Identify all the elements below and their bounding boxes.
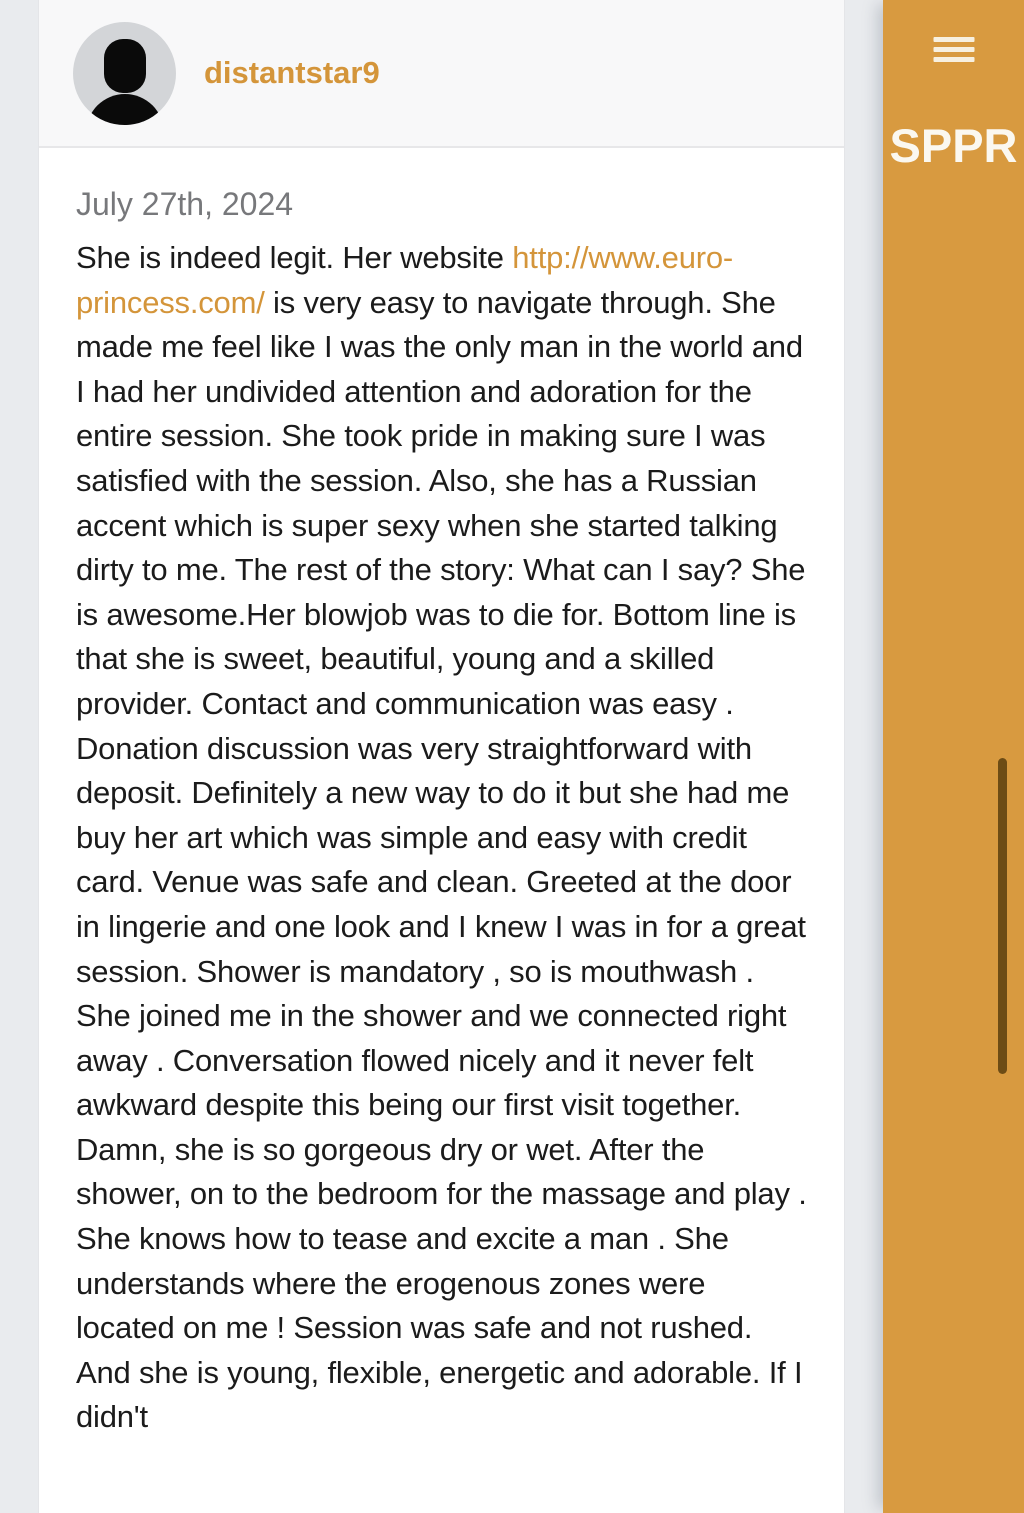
review-text-after-link: is very easy to navigate through. She made me feel like I was the only man in the world and I had her undivided attention and adoration for the entire session. She took pride in making sure I was satisfied with the session. Also, she has a Russian accent which is super sexy when she started talking dirty to me. The rest of the story: What can I say? She is awesome.Her blowjob was to die for. Bottom line is that she is sweet, beautiful, young and a skilled provider. Contact and communication was easy . Donation discussion was very straightforward with deposit. Definitely a new way to do it but she had me buy her art which was simple and easy with credit card. Venue was safe and clean. Greeted at the door in lingerie and one look and I knew I was in for a great session. Shower is mandatory , so is mouthwash . She joined me in the shower and we connected right away . Conversation flowed nicely and it never felt awkward despite this being our first visit together. Damn, she is so gorgeous dry or wet. After the shower, on to the bedroom for the massage and play . She knows how to tease and excite a man . She understands where the erogenous zones were located on me ! Session was safe and not rushed. And she is young, flexible, energetic and adorable. If I didn't [76, 284, 807, 1435]
avatar-head-shape [104, 39, 146, 93]
post-card [38, 0, 845, 1513]
hamburger-menu-icon[interactable] [933, 37, 974, 62]
avatar-shoulders-shape [86, 94, 164, 125]
user-silhouette-icon[interactable] [73, 22, 176, 125]
username-link[interactable]: distantstar9 [204, 55, 380, 90]
review-text-before-link: She is indeed legit. Her website [76, 240, 513, 275]
review-text [76, 236, 811, 1440]
hamburger-bar [933, 57, 974, 62]
hamburger-bar [933, 37, 974, 42]
sidebar [883, 0, 1024, 1513]
post-date: July 27th, 2024 [76, 186, 294, 222]
post-body [39, 148, 844, 1440]
scrollbar-thumb[interactable] [998, 758, 1007, 1074]
post-header [39, 0, 844, 148]
sppr-logo[interactable]: SPPR [889, 119, 1018, 172]
website-link[interactable]: http://www.euro-princess.com/ [76, 240, 734, 320]
hamburger-bar [933, 47, 974, 52]
